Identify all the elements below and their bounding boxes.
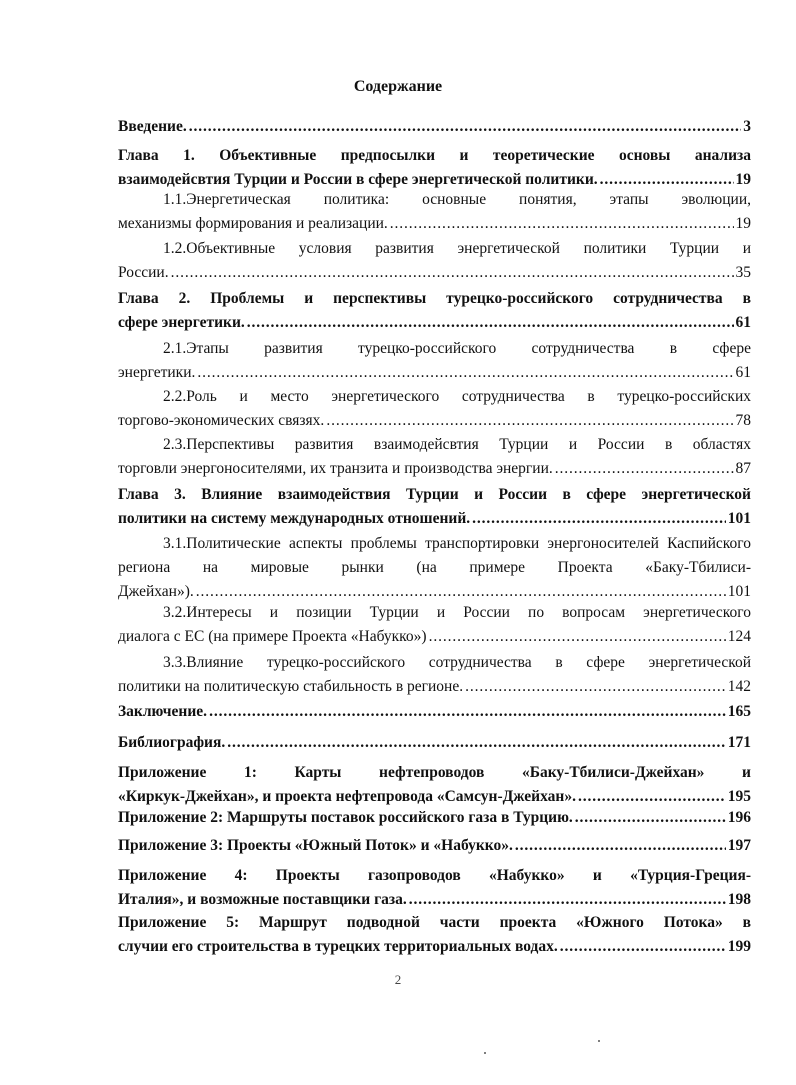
page-number: 2 bbox=[394, 972, 402, 987]
toc-page-number: 61 bbox=[735, 314, 751, 331]
toc-entry-text-cont: диалога с ЕС (на примере Проекта «Набукко») bbox=[118, 628, 427, 645]
leader-dots bbox=[515, 834, 726, 858]
toc-entry-text: 2.2.Роль и место энергетического сотрудничества в турецко-российских bbox=[163, 388, 751, 405]
toc-page-number: 3 bbox=[743, 118, 751, 135]
toc-page-number: 165 bbox=[727, 703, 751, 720]
toc-entry-text-cont: политики на политическую стабильность в регионе. bbox=[118, 678, 464, 695]
leader-dots bbox=[472, 507, 726, 531]
toc-page-number: 142 bbox=[727, 678, 751, 695]
toc-page-number: 124 bbox=[727, 628, 751, 645]
toc-page-number: 19 bbox=[735, 215, 751, 232]
toc-entry-label: Приложение 2: Маршруты поставок российского газа в Турцию. bbox=[118, 809, 573, 826]
toc-entry-section-1-1[interactable] bbox=[118, 188, 751, 236]
leader-dots bbox=[429, 625, 726, 649]
toc-entry-text: Глава 3. Влияние взаимодействия Турции и России в сфере энергетической bbox=[118, 486, 751, 503]
toc-page-number: 197 bbox=[727, 837, 751, 854]
toc-entry-appendix-5[interactable] bbox=[118, 911, 751, 959]
toc-entry-text-cont: «Киркук-Джейхан», и проекта нефтепровода «Самсун-Джейхан». bbox=[118, 788, 576, 805]
toc-page-number: 78 bbox=[735, 412, 751, 429]
toc-entry-text: 2.3.Перспективы развития взаимодейсвтия Турции и России в областях bbox=[163, 436, 751, 453]
toc-entry-text: Приложение 5: Маршрут подводной части проекта «Южного Потока» в bbox=[118, 914, 751, 931]
toc-entry-text: Глава 2. Проблемы и перспективы турецко-российского сотрудничества в bbox=[118, 290, 751, 307]
leader-dots bbox=[555, 457, 734, 481]
toc-entry-chapter-1[interactable] bbox=[118, 144, 751, 192]
toc-entry-text: 1.2.Объективные условия развития энергетической политики Турции и bbox=[163, 240, 751, 257]
toc-entry-text-cont: сфере энергетики. bbox=[118, 314, 245, 331]
toc-entry-section-2-3[interactable] bbox=[118, 433, 751, 481]
toc-entry-text: 3.2.Интересы и позиции Турции и России по вопросам энергетического bbox=[163, 604, 751, 621]
toc-entry-text: 3.1.Политические аспекты проблемы транспортировки энергоносителей Каспийского региона на мировые рынки (на примере Проекта «Баку-Тбилиси- bbox=[118, 535, 751, 576]
toc-entry-section-2-2[interactable] bbox=[118, 385, 751, 433]
toc-entry-text-cont: энергетики. bbox=[118, 364, 196, 381]
toc-entry-appendix-3[interactable] bbox=[118, 834, 751, 858]
scan-speck bbox=[484, 1052, 486, 1054]
toc-entry-section-2-1[interactable] bbox=[118, 337, 751, 385]
toc-entry-chapter-3[interactable] bbox=[118, 483, 751, 531]
toc-entry-text-cont: России. bbox=[118, 264, 169, 281]
page-title: Содержание bbox=[353, 78, 443, 95]
toc-entry-text: Приложение 1: Карты нефтепроводов «Баку-Тбилиси-Джейхан» и bbox=[118, 764, 751, 781]
toc-entry-appendix-2[interactable] bbox=[118, 806, 751, 830]
leader-dots bbox=[575, 806, 726, 830]
leader-dots bbox=[189, 115, 742, 139]
toc-entry-text: Глава 1. Объективные предпосылки и теоретические основы анализа bbox=[118, 147, 751, 164]
toc-page-number: 101 bbox=[727, 510, 751, 527]
toc-page-number: 171 bbox=[727, 734, 751, 751]
leader-dots bbox=[326, 409, 733, 433]
toc-entry-text: 3.3.Влияние турецко-российского сотрудничества в сфере энергетической bbox=[163, 654, 751, 671]
toc-entry-section-3-1[interactable] bbox=[118, 532, 751, 604]
scan-speck bbox=[598, 1040, 600, 1042]
toc-entry-text-cont: торговли энергоносителями, их транзита и производства энергии. bbox=[118, 460, 553, 477]
toc-page-number: 19 bbox=[735, 171, 751, 188]
toc-entry-text: 2.1.Этапы развития турецко-российского сотрудничества в сфере bbox=[163, 340, 751, 357]
leader-dots bbox=[171, 261, 734, 285]
toc-entry-label: Приложение 3: Проекты «Южный Поток» и «Набукко». bbox=[118, 837, 513, 854]
toc-entry-appendix-1[interactable] bbox=[118, 761, 751, 809]
toc-page-number: 61 bbox=[735, 364, 751, 381]
toc-entry-text-cont: механизмы формирования и реализации. bbox=[118, 215, 388, 232]
leader-dots bbox=[390, 212, 734, 236]
toc-entry-appendix-4[interactable] bbox=[118, 864, 751, 912]
toc-page-number: 195 bbox=[727, 788, 751, 805]
toc-entry-text-cont: политики на систему международных отношений. bbox=[118, 510, 471, 527]
toc-entry-text-cont: взаимодейсвтия Турции и России в сфере энергетической политики. bbox=[118, 171, 598, 188]
toc-entry-text-cont: Джейхан»). bbox=[118, 583, 194, 600]
leader-dots bbox=[465, 675, 726, 699]
toc-entry-bibliography[interactable] bbox=[118, 731, 751, 755]
toc-entry-label: Введение. bbox=[118, 118, 187, 135]
toc-entry-label: Заключение. bbox=[118, 703, 208, 720]
toc-entry-chapter-2[interactable] bbox=[118, 287, 751, 335]
toc-page-number: 199 bbox=[727, 938, 751, 955]
toc-entry-introduction[interactable] bbox=[118, 115, 751, 139]
leader-dots bbox=[197, 361, 733, 385]
leader-dots bbox=[247, 311, 734, 335]
leader-dots bbox=[227, 731, 726, 755]
toc-page-number: 196 bbox=[727, 809, 751, 826]
toc-entry-text: Приложение 4: Проекты газопроводов «Набукко» и «Турция-Греция- bbox=[118, 867, 751, 884]
toc-entry-text-cont: торгово-экономических связях. bbox=[118, 412, 325, 429]
toc-entry-label: Библиография. bbox=[118, 734, 226, 751]
toc-page-number: 35 bbox=[735, 264, 751, 281]
toc-entry-text: 1.1.Энергетическая политика: основные понятия, этапы эволюции, bbox=[163, 191, 751, 208]
toc-page-number: 87 bbox=[735, 460, 751, 477]
toc-page-number: 198 bbox=[727, 891, 751, 908]
toc-page-number: 101 bbox=[727, 583, 751, 600]
toc-entry-section-3-3[interactable] bbox=[118, 651, 751, 699]
toc-entry-section-3-2[interactable] bbox=[118, 601, 751, 649]
leader-dots bbox=[209, 700, 726, 724]
toc-entry-text-cont: Италия», и возможные поставщики газа. bbox=[118, 891, 407, 908]
toc-entry-text-cont: случии его строительства в турецких территориальных водах. bbox=[118, 938, 558, 955]
leader-dots bbox=[409, 888, 726, 912]
toc-entry-section-1-2[interactable] bbox=[118, 237, 751, 285]
toc-entry-conclusion[interactable] bbox=[118, 700, 751, 724]
leader-dots bbox=[560, 935, 726, 959]
